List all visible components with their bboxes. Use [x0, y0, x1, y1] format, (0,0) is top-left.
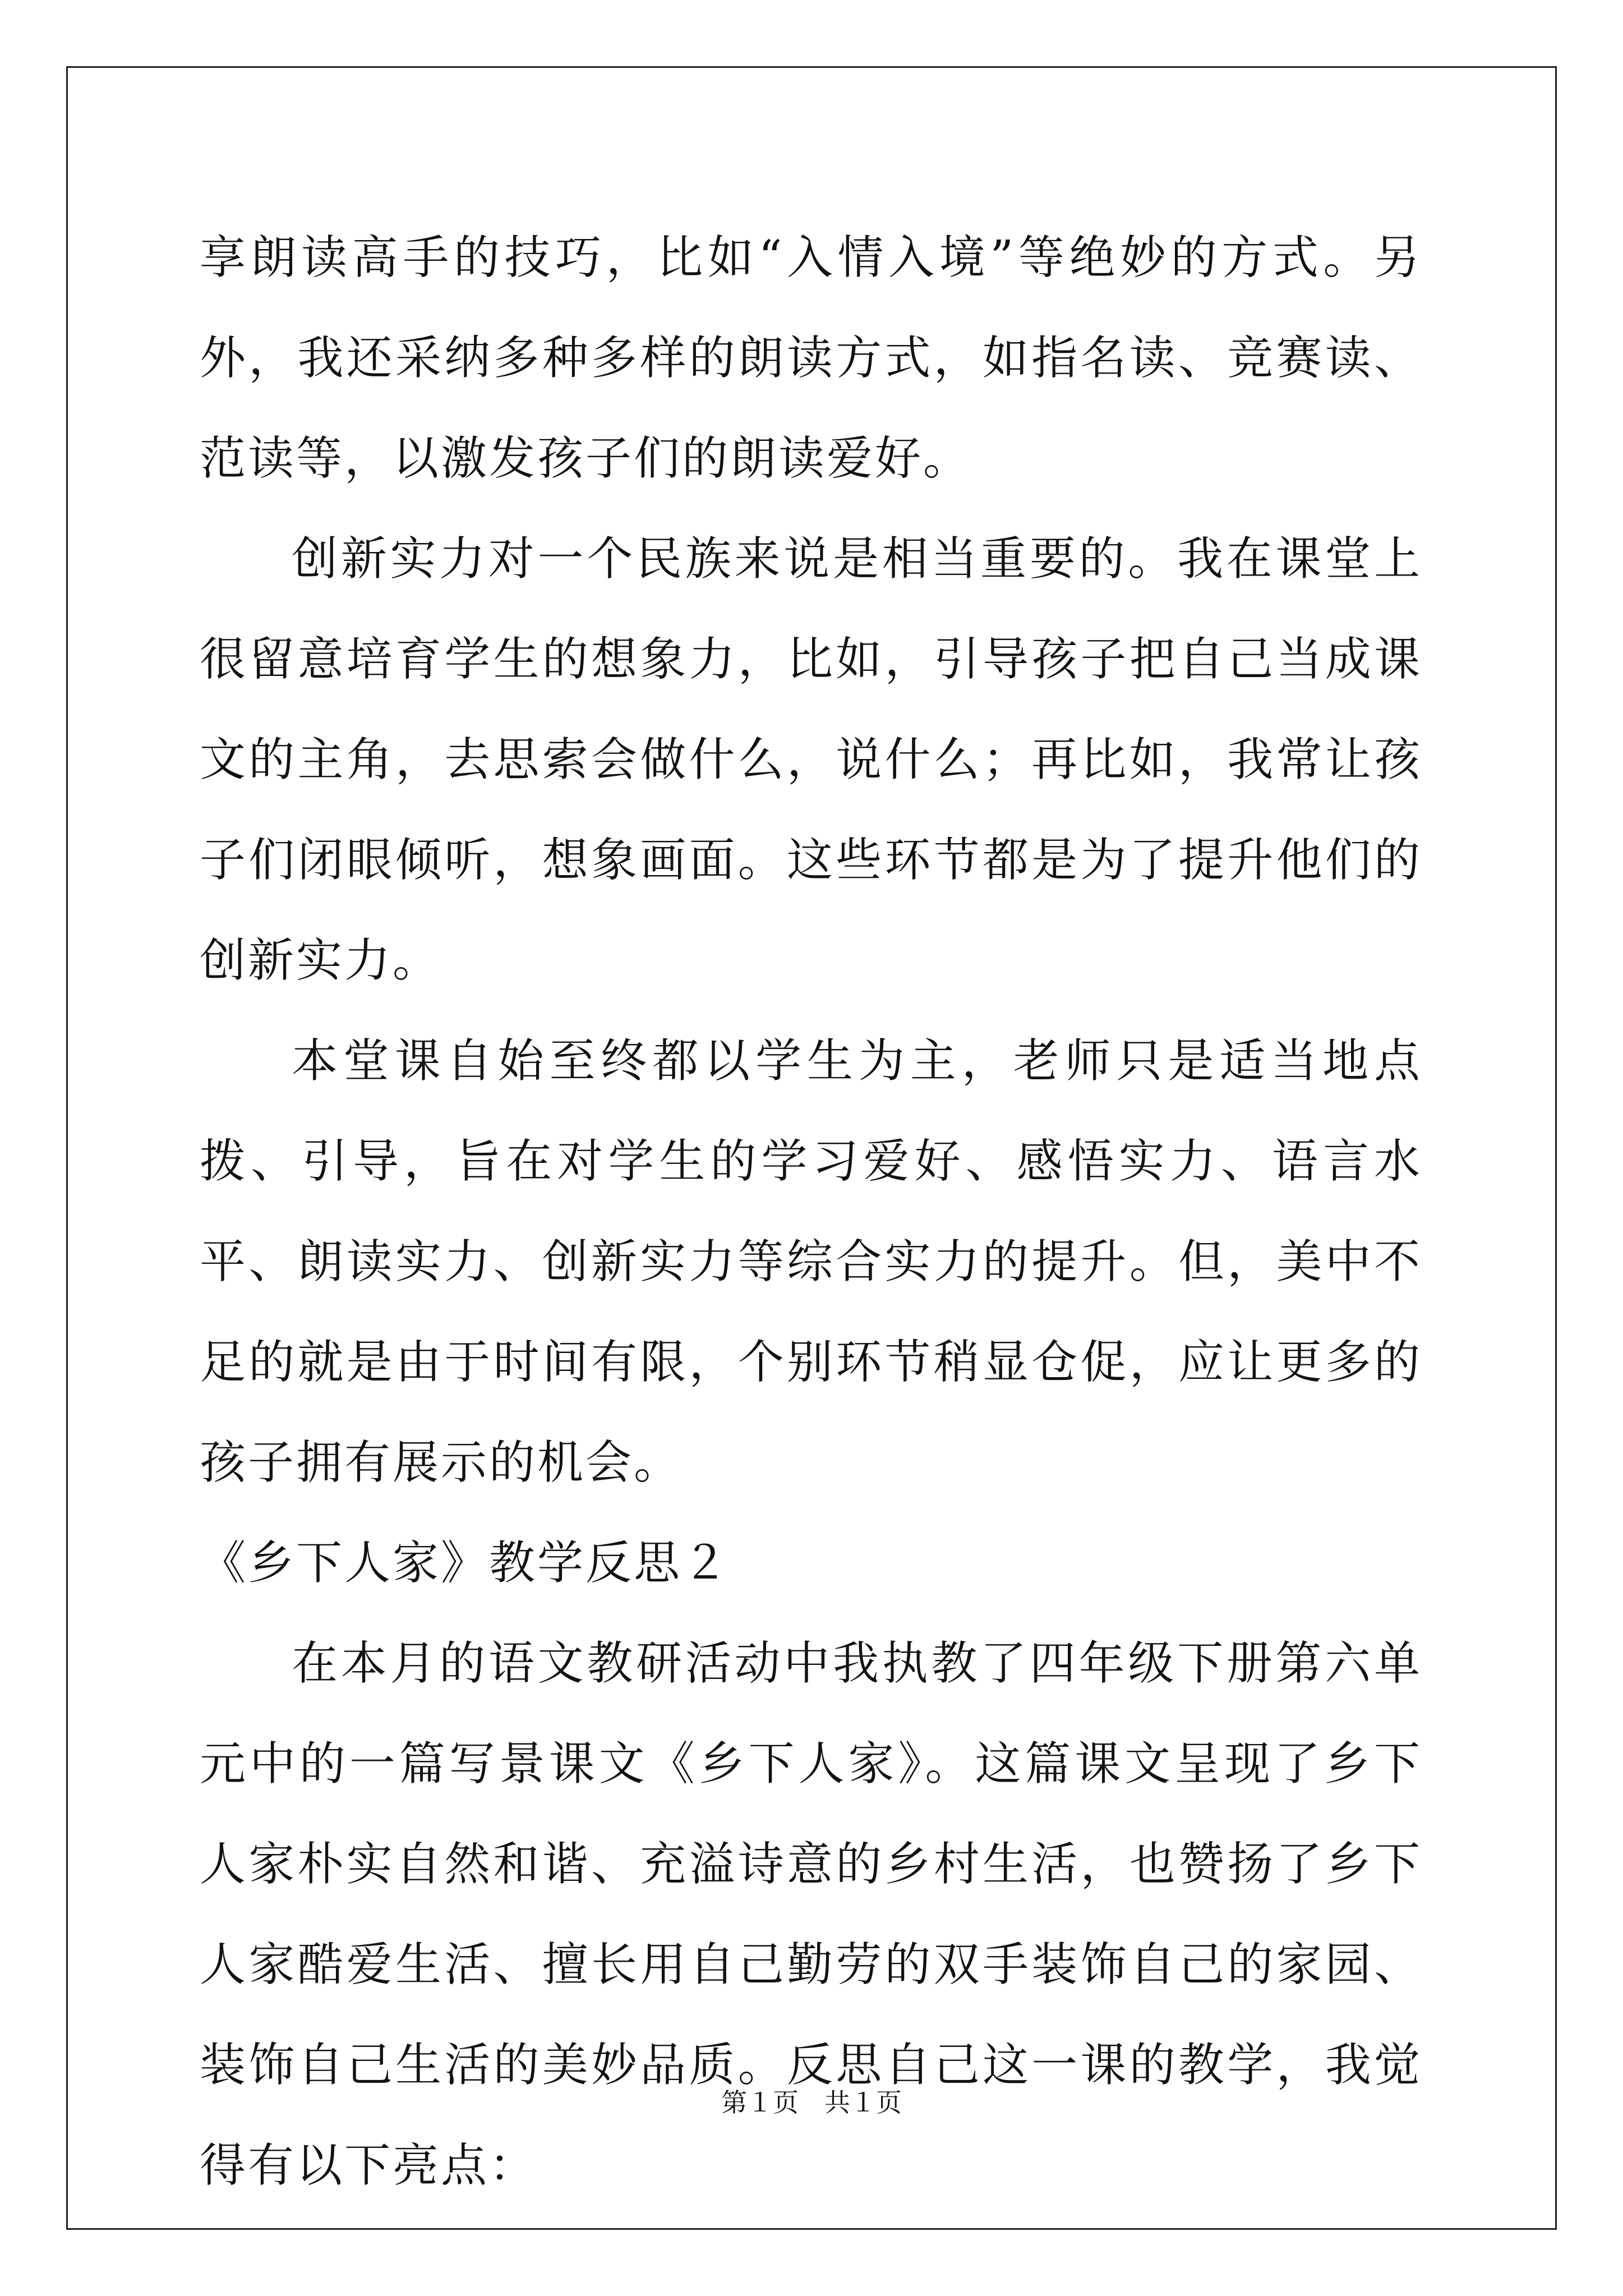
paragraph-3: 本堂课自始至终都以学生为主，老师只是适当地点拨、引导，旨在对学生的学习爱好、感悟实力、语言水平、朗读实力、创新实力等综合实力的提升。但，美中不足的就是由于时间有限，个别环节稍显仓促，应让更多的孩子拥有展示的机会。: [200, 1034, 1422, 1489]
page-number-label: 第１页 共１页: [721, 2087, 902, 2118]
paragraph-1: 享朗读高手的技巧，比如“入情入境”等绝妙的方式。另外，我还采纳多种多样的朗读方式，如指名读、竞赛读、范读等，以激发孩子们的朗读爱好。: [200, 231, 1422, 485]
document-body: [200, 208, 1422, 2216]
paragraph-4: 在本月的语文教研活动中我执教了四年级下册第六单元中的一篇写景课文《乡下人家》。这篇课文呈现了乡下人家朴实自然和谐、充溢诗意的乡村生活，也赞扬了乡下人家酷爱生活、擅长用自己勤劳的双手装饰自己的家园、装饰自己生活的美妙品质。反思自己这一课的教学，我觉得有以下亮点：: [200, 1637, 1422, 2192]
paragraph-2: 创新实力对一个民族来说是相当重要的。我在课堂上很留意培育学生的想象力，比如，引导孩子把自己当成课文的主角，去思索会做什么，说什么；再比如，我常让孩子们闭眼倾听，想象画面。这些环节都是为了提升他们的创新实力。: [200, 532, 1422, 987]
page-footer: [0, 2086, 1623, 2119]
section-heading: 《乡下人家》教学反思２: [200, 1536, 731, 1590]
